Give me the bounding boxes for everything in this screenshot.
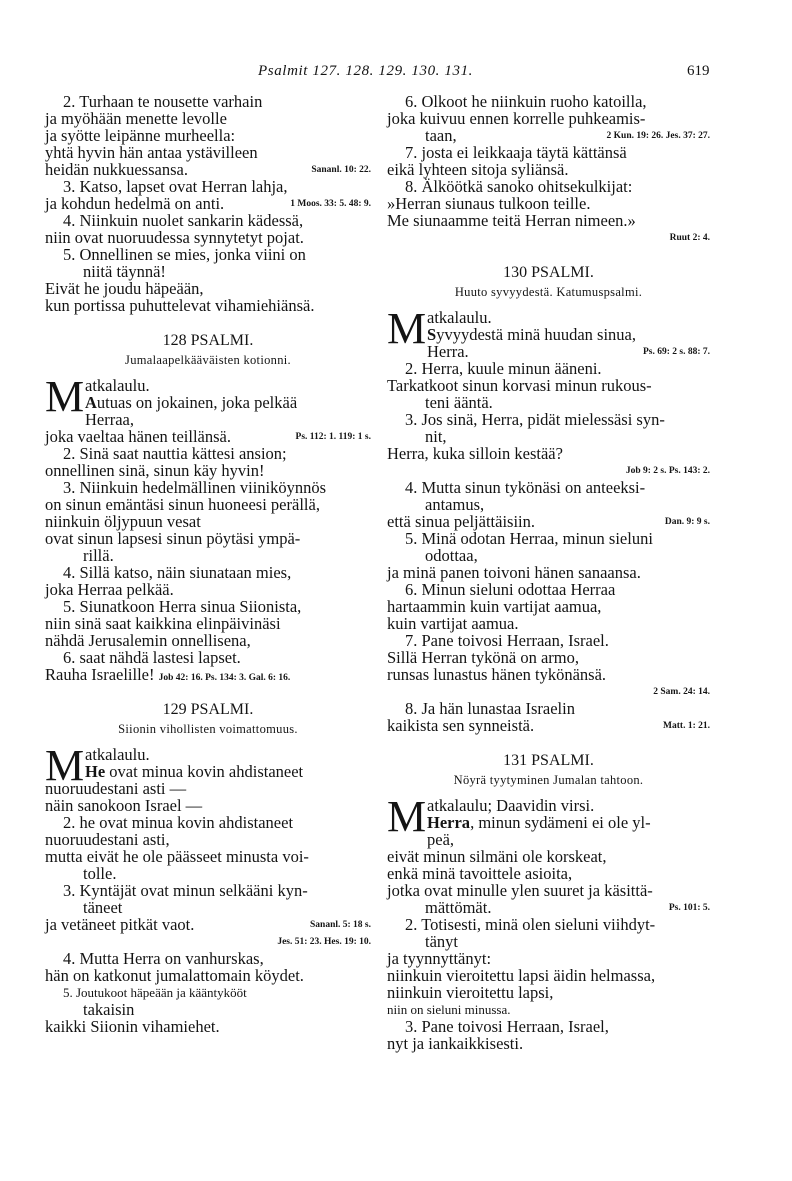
verse-line bbox=[387, 683, 710, 700]
right-column bbox=[387, 93, 710, 1052]
verse-line bbox=[387, 984, 710, 1001]
running-title: Psalmit 127. 128. 129. 130. 131. bbox=[258, 63, 474, 79]
verse-line bbox=[387, 93, 710, 110]
drop-cap: M bbox=[45, 372, 85, 421]
verse-text: Me siunaamme teitä Herran nimeen.» bbox=[387, 211, 636, 230]
verse-text: 4. Mutta sinun tykönäsi on anteeksi- bbox=[405, 478, 646, 497]
cross-reference: Job 9: 2 s. Ps. 143: 2. bbox=[625, 466, 710, 476]
verse-line bbox=[45, 632, 371, 649]
verse-text: 5. Minä odotan Herraa, minun sieluni bbox=[405, 529, 653, 548]
verse-text: ovat sinun lapsesi sinun pöytäsi ympä- bbox=[45, 529, 301, 548]
psalm-128-title: 128 PSALMI. bbox=[162, 332, 254, 349]
verse-line bbox=[387, 394, 710, 411]
cross-reference: Matt. 1: 21. bbox=[663, 721, 710, 731]
verse-line bbox=[45, 212, 371, 229]
verse-line bbox=[387, 1001, 710, 1018]
verse-text: 6. Minun sieluni odottaa Herraa bbox=[405, 580, 616, 599]
verse-text: nuoruudestani asti — bbox=[45, 779, 187, 798]
verse-line bbox=[387, 899, 710, 916]
verse-line bbox=[387, 343, 710, 360]
verse-line bbox=[45, 297, 371, 314]
verse-text: näin sanokoon Israel — bbox=[45, 796, 203, 815]
page-number: 619 bbox=[687, 63, 710, 79]
verse-line bbox=[45, 649, 371, 666]
cross-reference: Ps. 112: 1. 119: 1 s. bbox=[295, 432, 371, 442]
verse-line bbox=[45, 615, 371, 632]
psalm-127-continuation bbox=[45, 93, 371, 314]
verse-text: 2. Turhaan te nousette varhain bbox=[63, 92, 263, 111]
verse-line bbox=[387, 411, 710, 428]
verse-text: yvyydestä minä huudan sinua, bbox=[436, 325, 636, 344]
cross-reference: Sananl. 5: 18 s. bbox=[310, 920, 371, 930]
verse-text: 4. Sillä katso, näin siunataan mies, bbox=[63, 563, 292, 582]
verse-line bbox=[45, 984, 371, 1001]
verse-line bbox=[387, 161, 710, 178]
verse-line bbox=[45, 899, 371, 916]
verse-line bbox=[387, 717, 710, 734]
verse-text: kun portissa puhuttelevat vihamiehiänsä. bbox=[45, 296, 315, 315]
verse-text: 7. josta ei leikkaaja täytä kättänsä bbox=[405, 143, 627, 162]
verse-line bbox=[387, 212, 710, 229]
verse-text: 3. Niinkuin hedelmällinen viiniköynnös bbox=[63, 478, 327, 497]
verse-line bbox=[45, 428, 371, 445]
verse-text: Herra, kuka silloin kestää? bbox=[387, 444, 563, 463]
verse-line bbox=[387, 377, 710, 394]
verse-line bbox=[387, 916, 710, 933]
verse-text: utuas on jokainen, joka pelkää bbox=[96, 393, 298, 412]
psalm-131-opening bbox=[387, 792, 710, 849]
verse-line bbox=[45, 780, 371, 797]
verse-line bbox=[45, 865, 371, 882]
verse-line bbox=[45, 178, 371, 195]
verse-line bbox=[387, 195, 710, 212]
verse-line bbox=[387, 950, 710, 967]
verse-text: niin sinä saat kaikkina elinpäivinäsi bbox=[45, 614, 281, 633]
verse-line: atkalaulu. bbox=[85, 376, 150, 395]
verse-text: 3. Katso, lapset ovat Herran lahja, bbox=[63, 177, 288, 196]
psalm-130-body bbox=[387, 360, 710, 734]
verse-line bbox=[45, 814, 371, 831]
psalm-129-subtitle: Siionin vihollisten voimattomuus. bbox=[118, 722, 298, 736]
verse-line bbox=[45, 263, 371, 280]
psalm-130-opening bbox=[387, 304, 710, 361]
verse-text: ja minä panen toivoni hänen sanaansa. bbox=[387, 563, 641, 582]
verse-text: »Herran siunaus tulkoon teille. bbox=[387, 194, 591, 213]
verse-line bbox=[387, 462, 710, 479]
cross-reference: Ruut 2: 4. bbox=[669, 233, 710, 243]
verse-text: 7. Pane toivosi Herraan, Israel. bbox=[405, 631, 609, 650]
verse-text: Herra. bbox=[427, 342, 469, 361]
verse-line: atkalaulu. bbox=[85, 745, 150, 764]
cross-reference: Jes. 51: 23. Hes. 19: 10. bbox=[277, 937, 371, 947]
verse-line bbox=[387, 1018, 710, 1035]
verse-text: 2. he ovat minua kovin ahdistaneet bbox=[63, 813, 294, 832]
verse-text: että sinua peljättäisiin. bbox=[387, 512, 536, 531]
verse-line bbox=[387, 865, 710, 882]
verse-line bbox=[45, 1018, 371, 1035]
verse-line bbox=[45, 763, 371, 780]
verse-text: ovat minua kovin ahdistaneet bbox=[105, 762, 304, 781]
verse-text: runsas lunastus hänen tykönänsä. bbox=[387, 665, 607, 684]
psalm-131-title: 131 PSALMI. bbox=[503, 752, 594, 769]
verse-line bbox=[45, 547, 371, 564]
verse-text: Tarkatkoot sinun korvasi minun rukous- bbox=[387, 376, 652, 395]
verse-line bbox=[45, 967, 371, 984]
verse-line bbox=[45, 916, 371, 933]
verse-line bbox=[387, 700, 710, 717]
drop-cap: M bbox=[45, 741, 85, 790]
cross-reference: Ps. 101: 5. bbox=[668, 903, 710, 913]
verse-text: 8. Älköötkä sanoko ohitsekulkijat: bbox=[405, 177, 633, 196]
verse-line bbox=[45, 229, 371, 246]
verse-text: nähdä Jerusalemin onnellisena, bbox=[45, 631, 251, 650]
verse-text: hän on katkonut jumalattomain köydet. bbox=[45, 966, 304, 985]
verse-text: 5. Joutukoot häpeään ja kääntykööt bbox=[63, 985, 247, 1000]
verse-text: 3. Kyntäjät ovat minun selkääni kyn- bbox=[63, 881, 308, 900]
verse-line: Herraa, bbox=[85, 410, 135, 429]
bold-initial: Herra bbox=[427, 813, 471, 832]
verse-text: 8. Ja hän lunastaa Israelin bbox=[405, 699, 575, 718]
verse-text: kaikki Siionin vihamiehet. bbox=[45, 1017, 220, 1036]
verse-text: kuin vartijat aamua. bbox=[387, 614, 519, 633]
verse-text: niinkuin öljypuun vesat bbox=[45, 512, 201, 531]
bold-initial: A bbox=[85, 393, 97, 412]
psalm-129-body bbox=[45, 780, 371, 1035]
verse-text: ja tyynnyttänyt: bbox=[387, 949, 492, 968]
verse-text: enkä minä tavoittele asioita, bbox=[387, 864, 573, 883]
psalm-128-opening bbox=[45, 372, 371, 429]
verse-text: nuoruudestani asti, bbox=[45, 830, 170, 849]
verse-line bbox=[45, 598, 371, 615]
verse-line bbox=[387, 445, 710, 462]
verse-line bbox=[45, 496, 371, 513]
verse-text: 4. Niinkuin nuolet sankarin kädessä, bbox=[63, 211, 304, 230]
verse-text: hartaammin kuin vartijat aamua, bbox=[387, 597, 602, 616]
verse-text: 5. Onnellinen se mies, jonka viini on bbox=[63, 245, 306, 264]
verse-text: kaikista sen synneistä. bbox=[387, 716, 535, 735]
drop-cap: M bbox=[387, 304, 427, 353]
verse-line bbox=[45, 195, 371, 212]
verse-line bbox=[387, 666, 710, 683]
verse-line bbox=[387, 814, 710, 831]
verse-line bbox=[387, 649, 710, 666]
verse-text: yhtä hyvin hän antaa ystävilleen bbox=[45, 143, 258, 162]
verse-line bbox=[387, 326, 710, 343]
verse-line bbox=[387, 178, 710, 195]
verse-line: atkalaulu. bbox=[427, 308, 492, 327]
psalm-130-subtitle: Huuto syvyydestä. Katumuspsalmi. bbox=[454, 285, 643, 299]
verse-text: tänyt bbox=[425, 932, 458, 951]
bold-initial: S bbox=[427, 325, 437, 344]
verse-line bbox=[45, 445, 371, 462]
verse-line bbox=[387, 882, 710, 899]
verse-line bbox=[387, 479, 710, 496]
verse-line bbox=[387, 848, 710, 865]
verse-text: tolle. bbox=[83, 864, 117, 883]
verse-line bbox=[387, 1035, 710, 1052]
verse-line bbox=[387, 144, 710, 161]
left-column bbox=[45, 93, 371, 1035]
verse-text: joka Herraa pelkää. bbox=[45, 580, 174, 599]
verse-line bbox=[45, 530, 371, 547]
verse-text: on sinun emäntäsi sinun huoneesi perällä, bbox=[45, 495, 320, 514]
verse-text: niitä täynnä! bbox=[83, 262, 166, 281]
verse-line bbox=[387, 564, 710, 581]
cross-reference: 1 Moos. 33: 5. 48: 9. bbox=[290, 199, 371, 209]
verse-text: jotka ovat minulle ylen suuret ja käsittä- bbox=[387, 881, 653, 900]
cross-reference: Dan. 9: 9 s. bbox=[664, 517, 710, 527]
verse-text: niin on sieluni minussa. bbox=[387, 1002, 511, 1017]
verse-text: odottaa, bbox=[425, 546, 478, 565]
verse-text: 6. Olkoot he niinkuin ruoho katoilla, bbox=[405, 92, 647, 111]
verse-text: Sillä Herran tykönä on armo, bbox=[387, 648, 579, 667]
psalm-129-title: 129 PSALMI. bbox=[162, 701, 254, 718]
psalm-131-body bbox=[387, 848, 710, 1052]
verse-line bbox=[45, 394, 371, 411]
verse-line bbox=[45, 950, 371, 967]
verse-text: joka vaeltaa hänen teillänsä. bbox=[45, 427, 231, 446]
verse-line bbox=[387, 530, 710, 547]
verse-text: taan, bbox=[425, 126, 457, 145]
verse-line bbox=[45, 93, 371, 110]
verse-text: ja kohdun hedelmä on anti. bbox=[45, 194, 225, 213]
verse-text: takaisin bbox=[83, 1000, 135, 1019]
verse-text: eikä lyhteen sitoja syliänsä. bbox=[387, 160, 569, 179]
verse-line bbox=[45, 127, 371, 144]
verse-line bbox=[45, 161, 371, 178]
verse-line bbox=[45, 666, 371, 683]
verse-text: rillä. bbox=[83, 546, 114, 565]
verse-line bbox=[45, 144, 371, 161]
verse-line bbox=[387, 547, 710, 564]
verse-text: niinkuin vieroitettu lapsi, bbox=[387, 983, 554, 1002]
verse-line bbox=[387, 360, 710, 377]
verse-text: 4. Mutta Herra on vanhurskas, bbox=[63, 949, 264, 968]
psalm-131-subtitle: Nöyrä tyytyminen Jumalan tahtoon. bbox=[453, 773, 644, 787]
bold-initial: He bbox=[85, 762, 106, 781]
verse-text: 3. Jos sinä, Herra, pidät mielessäsi syn- bbox=[405, 410, 665, 429]
verse-line bbox=[387, 229, 710, 246]
verse-text: onnellinen sinä, sinun käy hyvin! bbox=[45, 461, 265, 480]
verse-text: 2. Totisesti, minä olen sieluni viihdyt- bbox=[405, 915, 656, 934]
verse-line bbox=[45, 848, 371, 865]
verse-text: nit, bbox=[425, 427, 447, 446]
cross-reference: Sananl. 10: 22. bbox=[311, 165, 371, 175]
verse-line bbox=[387, 496, 710, 513]
verse-text: heidän nukkuessansa. bbox=[45, 160, 188, 179]
cross-reference: 2 Sam. 24: 14. bbox=[653, 687, 710, 697]
verse-line bbox=[387, 933, 710, 950]
verse-line bbox=[387, 127, 710, 144]
verse-text: , minun sydämeni ei ole yl- bbox=[470, 813, 651, 832]
verse-text: eivät minun silmäni ole korskeat, bbox=[387, 847, 607, 866]
verse-line bbox=[45, 513, 371, 530]
verse-line: atkalaulu; Daavidin virsi. bbox=[427, 796, 595, 815]
verse-line bbox=[387, 615, 710, 632]
verse-text: mättömät. bbox=[425, 898, 492, 917]
verse-line bbox=[45, 110, 371, 127]
verse-line bbox=[45, 797, 371, 814]
verse-line bbox=[387, 513, 710, 530]
verse-line bbox=[45, 882, 371, 899]
psalm-128-body bbox=[45, 428, 371, 683]
psalm-129-continuation bbox=[387, 93, 710, 246]
verse-line bbox=[387, 967, 710, 984]
verse-text: mutta eivät he ole päässeet minusta voi- bbox=[45, 847, 309, 866]
verse-text: Eivät he joudu häpeään, bbox=[45, 279, 204, 298]
verse-text: niinkuin vieroitettu lapsi äidin helmassa, bbox=[387, 966, 656, 985]
verse-line bbox=[45, 280, 371, 297]
verse-text: 3. Pane toivosi Herraan, Israel, bbox=[405, 1017, 609, 1036]
verse-line bbox=[387, 428, 710, 445]
verse-text: 2. Herra, kuule minun ääneni. bbox=[405, 359, 602, 378]
cross-reference: Ps. 69: 2 s. 88: 7. bbox=[642, 347, 710, 357]
psalm-130-title: 130 PSALMI. bbox=[503, 264, 594, 281]
page-header bbox=[0, 63, 792, 83]
verse-line bbox=[387, 598, 710, 615]
verse-line bbox=[45, 479, 371, 496]
verse-text: 6. saat nähdä lastesi lapset. bbox=[63, 648, 241, 667]
verse-text: ja myöhään menette levolle bbox=[45, 109, 227, 128]
verse-line bbox=[387, 581, 710, 598]
verse-text: joka kuivuu ennen korrelle puhkeamis- bbox=[387, 109, 646, 128]
verse-text: 2. Sinä saat nauttia kättesi ansion; bbox=[63, 444, 287, 463]
verse-line bbox=[45, 564, 371, 581]
verse-line bbox=[45, 462, 371, 479]
verse-line bbox=[387, 110, 710, 127]
verse-line bbox=[45, 1001, 371, 1018]
verse-text: täneet bbox=[83, 898, 123, 917]
verse-line: peä, bbox=[427, 830, 455, 849]
verse-line bbox=[387, 632, 710, 649]
verse-text: nyt ja iankaikkisesti. bbox=[387, 1034, 524, 1053]
verse-text: Rauha Israelille! bbox=[45, 665, 155, 684]
cross-reference: Job 42: 16. Ps. 134: 3. Gal. 6: 16. bbox=[158, 673, 291, 683]
verse-text: ja syötte leipänne murheella: bbox=[45, 126, 236, 145]
verse-text: ja vetäneet pitkät vaot. bbox=[45, 915, 195, 934]
verse-text: 5. Siunatkoon Herra sinua Siionista, bbox=[63, 597, 302, 616]
drop-cap: M bbox=[387, 792, 427, 841]
psalm-128-subtitle: Jumalaapelkääväisten kotionni. bbox=[125, 353, 291, 367]
verse-text: antamus, bbox=[425, 495, 485, 514]
verse-line bbox=[45, 831, 371, 848]
verse-text: teni ääntä. bbox=[425, 393, 493, 412]
verse-line bbox=[45, 933, 371, 950]
cross-reference: 2 Kun. 19: 26. Jes. 37: 27. bbox=[606, 131, 710, 141]
verse-line bbox=[45, 581, 371, 598]
verse-line bbox=[45, 246, 371, 263]
verse-text: niin ovat nuoruudessa synnytetyt pojat. bbox=[45, 228, 304, 247]
